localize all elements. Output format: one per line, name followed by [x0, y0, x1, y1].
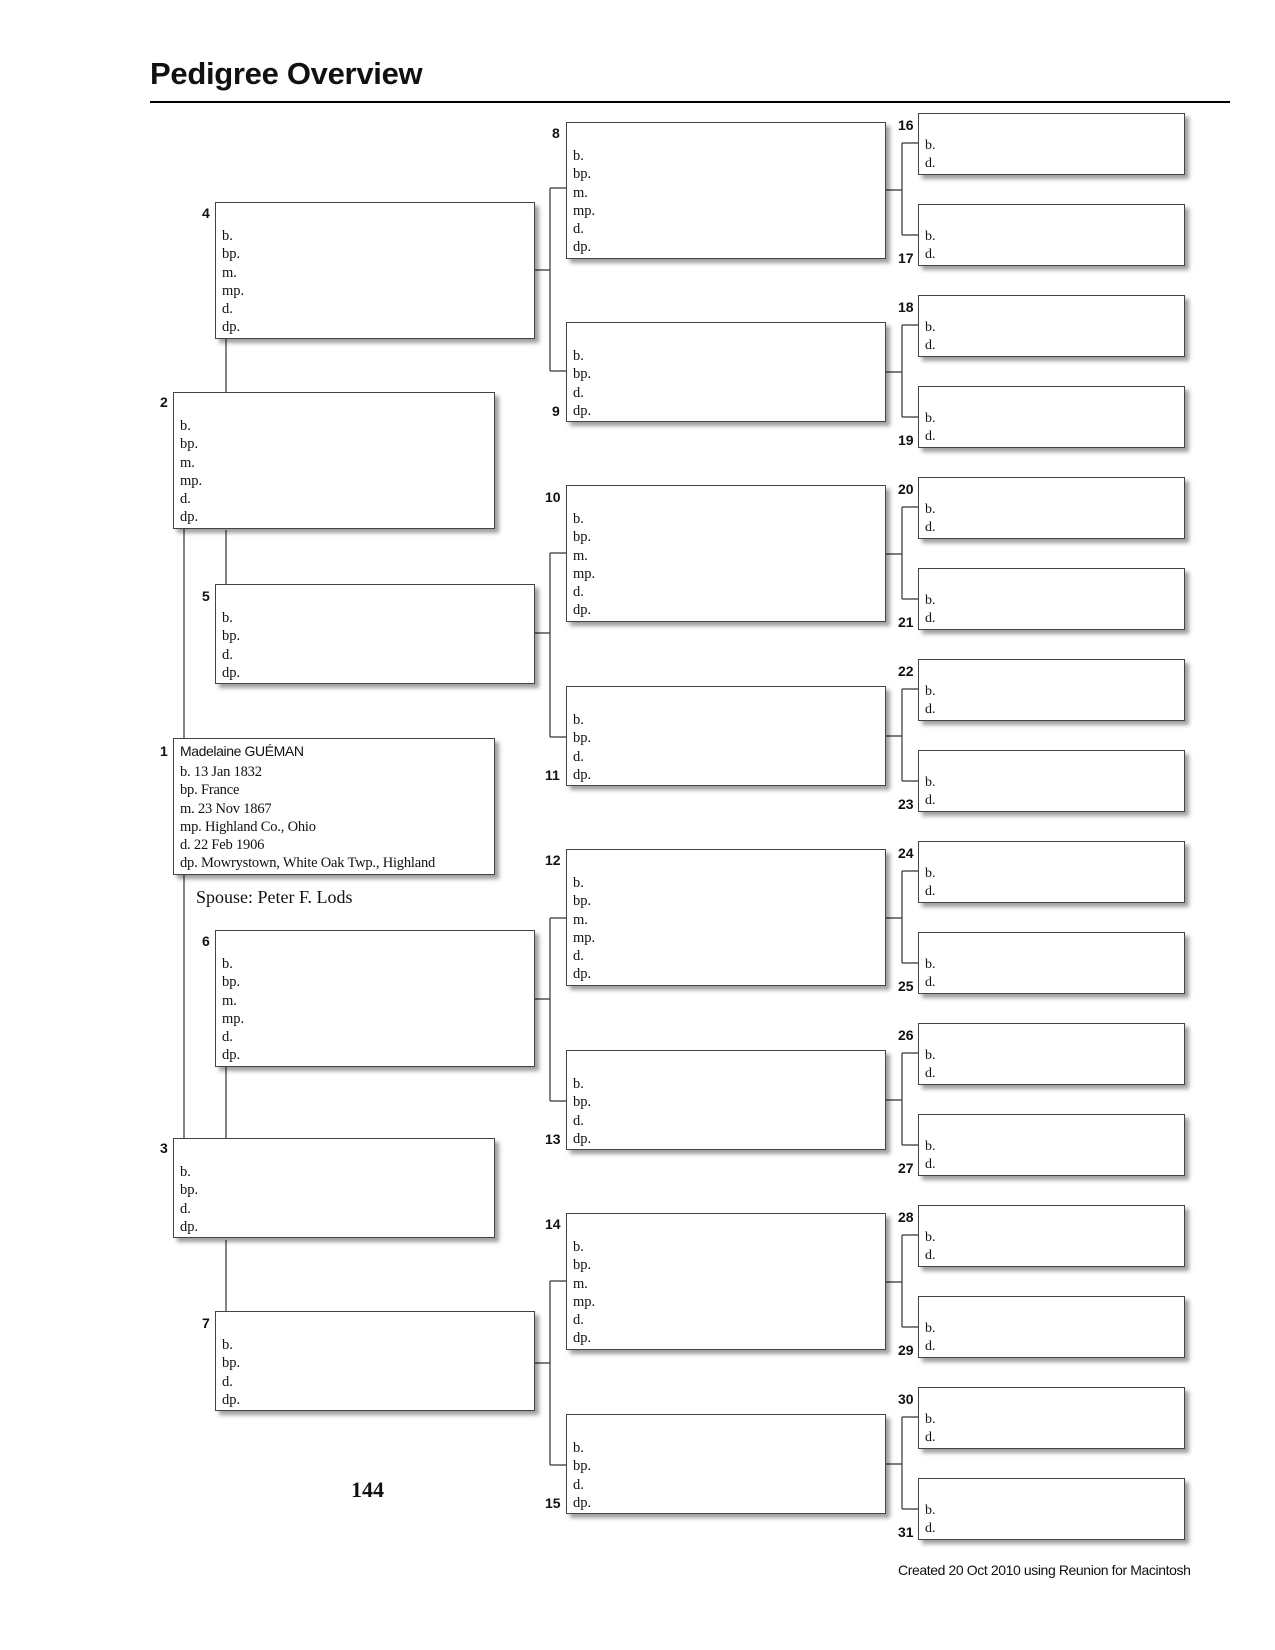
person-box[interactable] [215, 202, 535, 339]
person-box[interactable] [918, 295, 1185, 357]
person-number: 23 [898, 796, 914, 812]
person-box[interactable] [918, 1114, 1185, 1176]
person-box[interactable] [918, 113, 1185, 175]
person-number: 19 [898, 432, 914, 448]
person-box[interactable] [566, 849, 886, 986]
marriage-place: mp. [573, 929, 596, 946]
person-number: 24 [898, 845, 914, 861]
marriage-date: m. [180, 454, 195, 471]
death-date: d. [222, 1373, 233, 1390]
birth-place: bp. [222, 246, 241, 263]
person-box[interactable] [215, 930, 535, 1067]
death-place: dp. [573, 1494, 592, 1511]
death-date: d. [925, 884, 936, 899]
person-box[interactable] [173, 738, 495, 875]
birth-date: b. [573, 348, 584, 364]
birth-date: b. [925, 1503, 936, 1518]
death-date: d. [573, 584, 584, 601]
person-number: 22 [898, 663, 914, 679]
marriage-place: mp. [573, 1293, 596, 1310]
person-box[interactable] [918, 477, 1185, 539]
death-place: dp. [573, 766, 592, 783]
death-date: d. [573, 221, 584, 238]
marriage-date: m. [222, 992, 237, 1009]
birth-date: b. [222, 956, 233, 972]
death-date: d. [925, 247, 936, 262]
death-date: d. [573, 1476, 584, 1493]
birth-date: b. [925, 593, 936, 608]
birth-date: b. [573, 148, 584, 164]
birth-date: b. [222, 228, 233, 244]
person-number: 5 [202, 588, 210, 604]
birth-place: bp. [573, 366, 592, 383]
spouse-label: Spouse: Peter F. Lods [196, 887, 353, 907]
person-number: 8 [552, 125, 560, 141]
death-date: d. 22 Feb 1906 [180, 837, 265, 854]
person-box[interactable] [918, 204, 1185, 266]
birth-date: b. [925, 866, 936, 881]
birth-place: bp. [573, 1458, 592, 1475]
person-box[interactable] [215, 584, 535, 684]
birth-date: b. [925, 502, 936, 517]
person-number: 14 [545, 1216, 561, 1232]
birth-date: b. [925, 411, 936, 426]
person-number: 17 [898, 250, 914, 266]
death-place: dp. [573, 239, 592, 256]
person-box[interactable] [918, 1023, 1185, 1085]
birth-place: bp. [573, 893, 592, 910]
person-box[interactable] [173, 392, 495, 529]
person-box[interactable] [566, 1050, 886, 1150]
person-number: 15 [545, 1495, 561, 1511]
death-place: dp. [222, 319, 241, 336]
marriage-place: mp. [222, 282, 245, 299]
page-number: 144 [351, 1477, 384, 1502]
person-number: 18 [898, 299, 914, 315]
person-number: 21 [898, 614, 914, 630]
person-number: 12 [545, 852, 561, 868]
person-number: 26 [898, 1027, 914, 1043]
death-place: dp. [573, 402, 592, 419]
death-place: dp. [180, 1218, 199, 1235]
death-date: d. [573, 1112, 584, 1129]
death-date: d. [573, 948, 584, 965]
birth-date: b. [573, 712, 584, 728]
person-number: 29 [898, 1342, 914, 1358]
person-box[interactable] [918, 1387, 1185, 1449]
birth-date: b. [573, 511, 584, 527]
person-number: 20 [898, 481, 914, 497]
marriage-place: mp. [222, 1010, 245, 1027]
death-place: dp. [222, 1047, 241, 1064]
birth-place: bp. [573, 1257, 592, 1274]
birth-date: b. [925, 1139, 936, 1154]
death-date: d. [222, 646, 233, 663]
death-date: d. [180, 1200, 191, 1217]
person-box[interactable] [918, 568, 1185, 630]
death-place: dp. [573, 1130, 592, 1147]
person-number: 16 [898, 117, 914, 133]
death-date: d. [222, 1029, 233, 1046]
death-date: d. [925, 611, 936, 626]
person-number: 3 [160, 1140, 168, 1156]
birth-place: bp. [573, 529, 592, 546]
death-place: dp. Mowrystown, White Oak Twp., Highland [180, 855, 436, 872]
birth-place: bp. [222, 1355, 241, 1372]
birth-place: bp. [573, 166, 592, 183]
person-box[interactable] [918, 932, 1185, 994]
birth-place: bp. France [180, 782, 240, 799]
marriage-date: m. [222, 264, 237, 281]
death-place: dp. [222, 664, 241, 681]
birth-date: b. [573, 1239, 584, 1255]
marriage-date: m. [573, 1275, 588, 1292]
death-date: d. [925, 429, 936, 444]
birth-place: bp. [222, 974, 241, 991]
person-box[interactable] [173, 1138, 495, 1238]
death-place: dp. [573, 1330, 592, 1347]
death-place: dp. [222, 1391, 241, 1408]
birth-date: b. [925, 775, 936, 790]
marriage-date: m. 23 Nov 1867 [180, 800, 272, 817]
birth-date: b. [925, 320, 936, 335]
birth-date: b. [925, 957, 936, 972]
birth-date: b. 13 Jan 1832 [180, 764, 262, 780]
person-box[interactable] [566, 122, 886, 259]
death-date: d. [925, 702, 936, 717]
person-box[interactable] [918, 841, 1185, 903]
birth-date: b. [925, 1321, 936, 1336]
marriage-date: m. [573, 184, 588, 201]
death-date: d. [573, 1312, 584, 1329]
person-number: 2 [160, 394, 168, 410]
person-box[interactable] [918, 1296, 1185, 1358]
person-number: 1 [160, 743, 168, 759]
death-date: d. [222, 301, 233, 318]
death-date: d. [925, 1157, 936, 1172]
death-place: dp. [573, 966, 592, 983]
death-date: d. [925, 1066, 936, 1081]
person-number: 11 [545, 767, 560, 783]
person-number: 4 [202, 205, 210, 221]
person-box[interactable] [566, 322, 886, 422]
death-place: dp. [180, 509, 199, 526]
person-box[interactable] [566, 485, 886, 622]
person-number: 25 [898, 978, 914, 994]
birth-place: bp. [573, 730, 592, 747]
birth-place: bp. [180, 1182, 199, 1199]
person-box[interactable] [918, 386, 1185, 448]
person-number: 13 [545, 1131, 561, 1147]
person-name: Madelaine GUÉMAN [180, 743, 304, 759]
death-date: d. [925, 793, 936, 808]
person-number: 10 [545, 489, 561, 505]
marriage-place: mp. [180, 472, 203, 489]
death-date: d. [925, 338, 936, 353]
birth-date: b. [180, 418, 191, 434]
death-date: d. [925, 1248, 936, 1263]
birth-place: bp. [180, 436, 199, 453]
death-date: d. [925, 1430, 936, 1445]
birth-date: b. [925, 1048, 936, 1063]
birth-date: b. [925, 684, 936, 699]
person-number: 28 [898, 1209, 914, 1225]
death-date: d. [925, 156, 936, 171]
birth-date: b. [925, 229, 936, 244]
person-box[interactable] [918, 1205, 1185, 1267]
person-box[interactable] [918, 659, 1185, 721]
person-number: 30 [898, 1391, 914, 1407]
person-box[interactable] [566, 1414, 886, 1514]
marriage-place: mp. [573, 202, 596, 219]
birth-date: b. [925, 1412, 936, 1427]
death-date: d. [925, 1521, 936, 1536]
birth-date: b. [573, 1076, 584, 1092]
person-box[interactable] [215, 1311, 535, 1411]
marriage-date: m. [573, 911, 588, 928]
person-number: 9 [552, 403, 560, 419]
death-date: d. [925, 975, 936, 990]
birth-date: b. [222, 610, 233, 626]
person-box[interactable] [918, 1478, 1185, 1540]
person-box[interactable] [566, 1213, 886, 1350]
birth-date: b. [925, 138, 936, 153]
person-box[interactable] [918, 750, 1185, 812]
death-date: d. [925, 1339, 936, 1354]
birth-date: b. [925, 1230, 936, 1245]
person-number: 31 [898, 1524, 914, 1540]
marriage-place: mp. [573, 565, 596, 582]
person-number: 27 [898, 1160, 914, 1176]
birth-date: b. [180, 1164, 191, 1180]
footer-credit: Created 20 Oct 2010 using Reunion for Macintosh [898, 1562, 1191, 1578]
birth-date: b. [573, 1440, 584, 1456]
death-place: dp. [573, 602, 592, 619]
person-number: 7 [202, 1315, 210, 1331]
death-date: d. [573, 748, 584, 765]
death-date: d. [573, 384, 584, 401]
death-date: d. [925, 520, 936, 535]
marriage-date: m. [573, 547, 588, 564]
birth-date: b. [573, 875, 584, 891]
person-number: 6 [202, 933, 210, 949]
birth-date: b. [222, 1337, 233, 1353]
marriage-place: mp. Highland Co., Ohio [180, 818, 316, 835]
birth-place: bp. [222, 628, 241, 645]
birth-place: bp. [573, 1094, 592, 1111]
page-title: Pedigree Overview [150, 56, 423, 91]
person-box[interactable] [566, 686, 886, 786]
death-date: d. [180, 491, 191, 508]
